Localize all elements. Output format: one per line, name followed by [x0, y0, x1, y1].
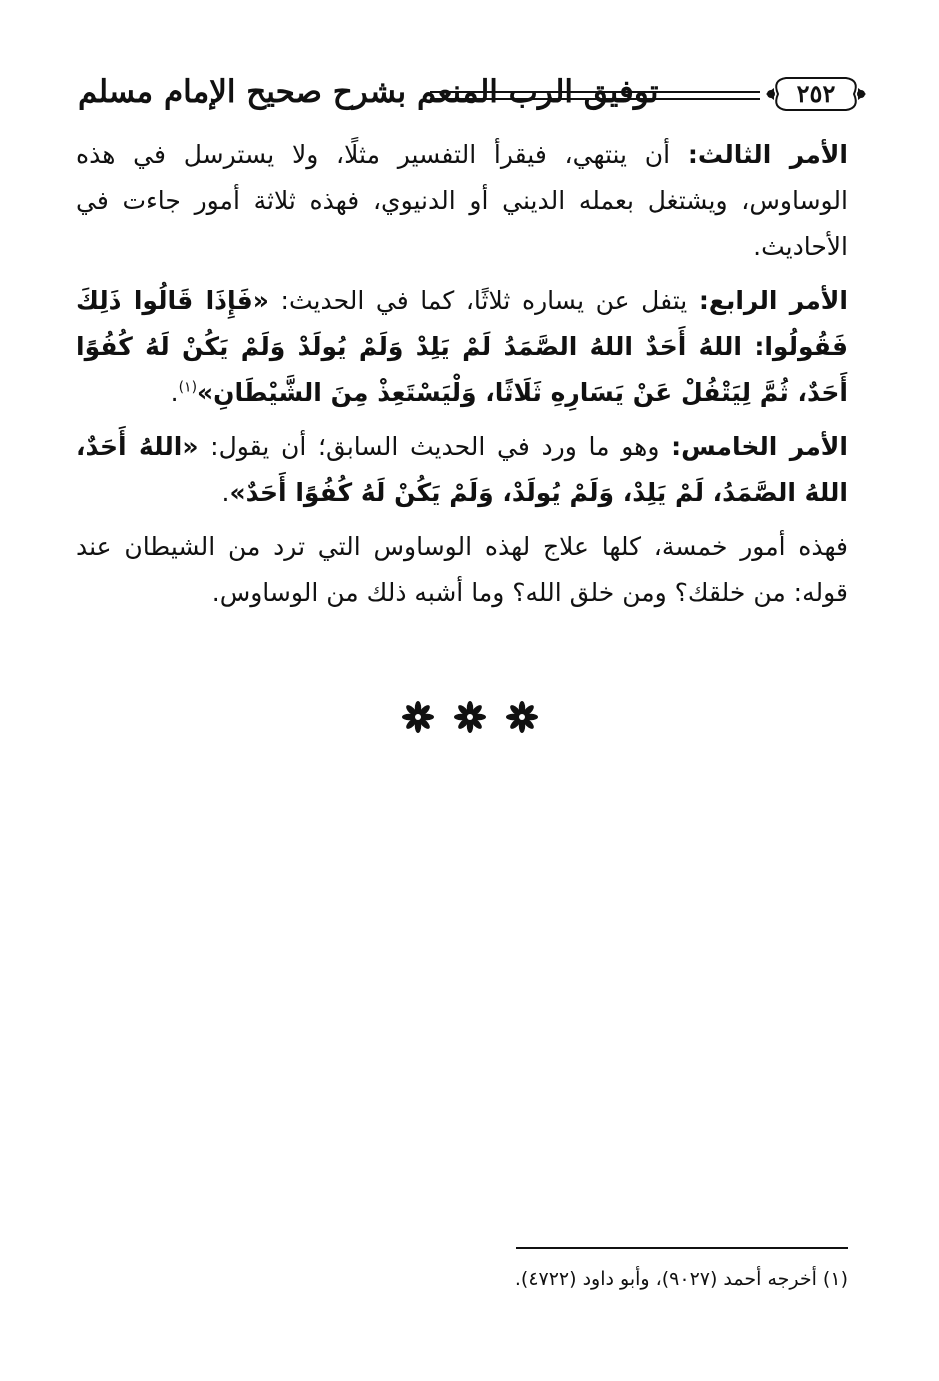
- running-header: [70, 68, 870, 122]
- hadith-quote: «اللهُ أَحَدٌ، اللهُ الصَّمَدُ، لَمْ يَلِدْ، وَلَمْ يُولَدْ، وَلَمْ يَكُنْ لَهُ كُفُوًا أَحَدٌ»: [76, 432, 848, 507]
- page-number-badge: [764, 72, 868, 116]
- footnote-marker: (١): [178, 379, 198, 396]
- section-label: الأمر الخامس:: [671, 432, 848, 461]
- paragraph-fifth-matter: [76, 424, 848, 516]
- paragraph-text: وهو ما ورد في الحديث السابق؛ أن يقول:: [198, 432, 672, 461]
- paragraph-text: فهذه أمور خمسة، كلها علاج لهذه الوساوس التي ترد من الشيطان عند قوله: من خلقك؟ ومن خلق الله؟ وما أشبه ذلك من الوساوس.: [76, 532, 848, 607]
- flower-star-icon: [505, 700, 539, 734]
- paragraph-fourth-matter: [76, 278, 848, 416]
- paragraph-summary: [76, 524, 848, 616]
- header-rule: [430, 98, 760, 100]
- paragraph-text: أن ينتهي، فيقرأ التفسير مثلًا، ولا يسترسل في هذه الوساوس، ويشتغل بعمله الديني أو الدنيوي، فهذه ثلاثة أمور جاءت في الأحاديث.: [76, 140, 848, 261]
- page-number: ٢٥٢: [796, 79, 836, 108]
- footnote: (١) أخرجه أحمد (٩٠٢٧)، وأبو داود (٤٧٢٢).: [514, 1268, 848, 1290]
- section-label: الأمر الرابع:: [698, 286, 848, 315]
- main-text: [76, 132, 848, 624]
- hadith-quote: «فَإِذَا قَالُوا ذَلِكَ فَقُولُوا: اللهُ أَحَدٌ اللهُ الصَّمَدُ لَمْ يَلِدْ وَلَمْ يُولَدْ وَلَمْ يَكُنْ لَهُ كُفُوًا أَحَدٌ، ثُمَّ لِيَتْفُلْ عَنْ يَسَارِهِ ثَلَاثًا، وَلْيَسْتَعِذْ مِنَ الشَّيْطَانِ»: [76, 286, 848, 407]
- paragraph-text: يتفل عن يساره ثلاثًا، كما في الحديث:: [268, 286, 699, 315]
- header-rule: [430, 91, 760, 93]
- footnote-rule: [516, 1247, 848, 1249]
- paragraph-third-matter: [76, 132, 848, 270]
- paragraph-end: .: [170, 378, 179, 407]
- section-separator: [0, 700, 939, 740]
- paragraph-end: .: [221, 478, 230, 507]
- flower-star-icon: [453, 700, 487, 734]
- section-label: الأمر الثالث:: [687, 140, 848, 169]
- flower-star-icon: [401, 700, 435, 734]
- book-title: توفيق الرب المنعم بشرح صحيح الإمام مسلم: [78, 74, 659, 110]
